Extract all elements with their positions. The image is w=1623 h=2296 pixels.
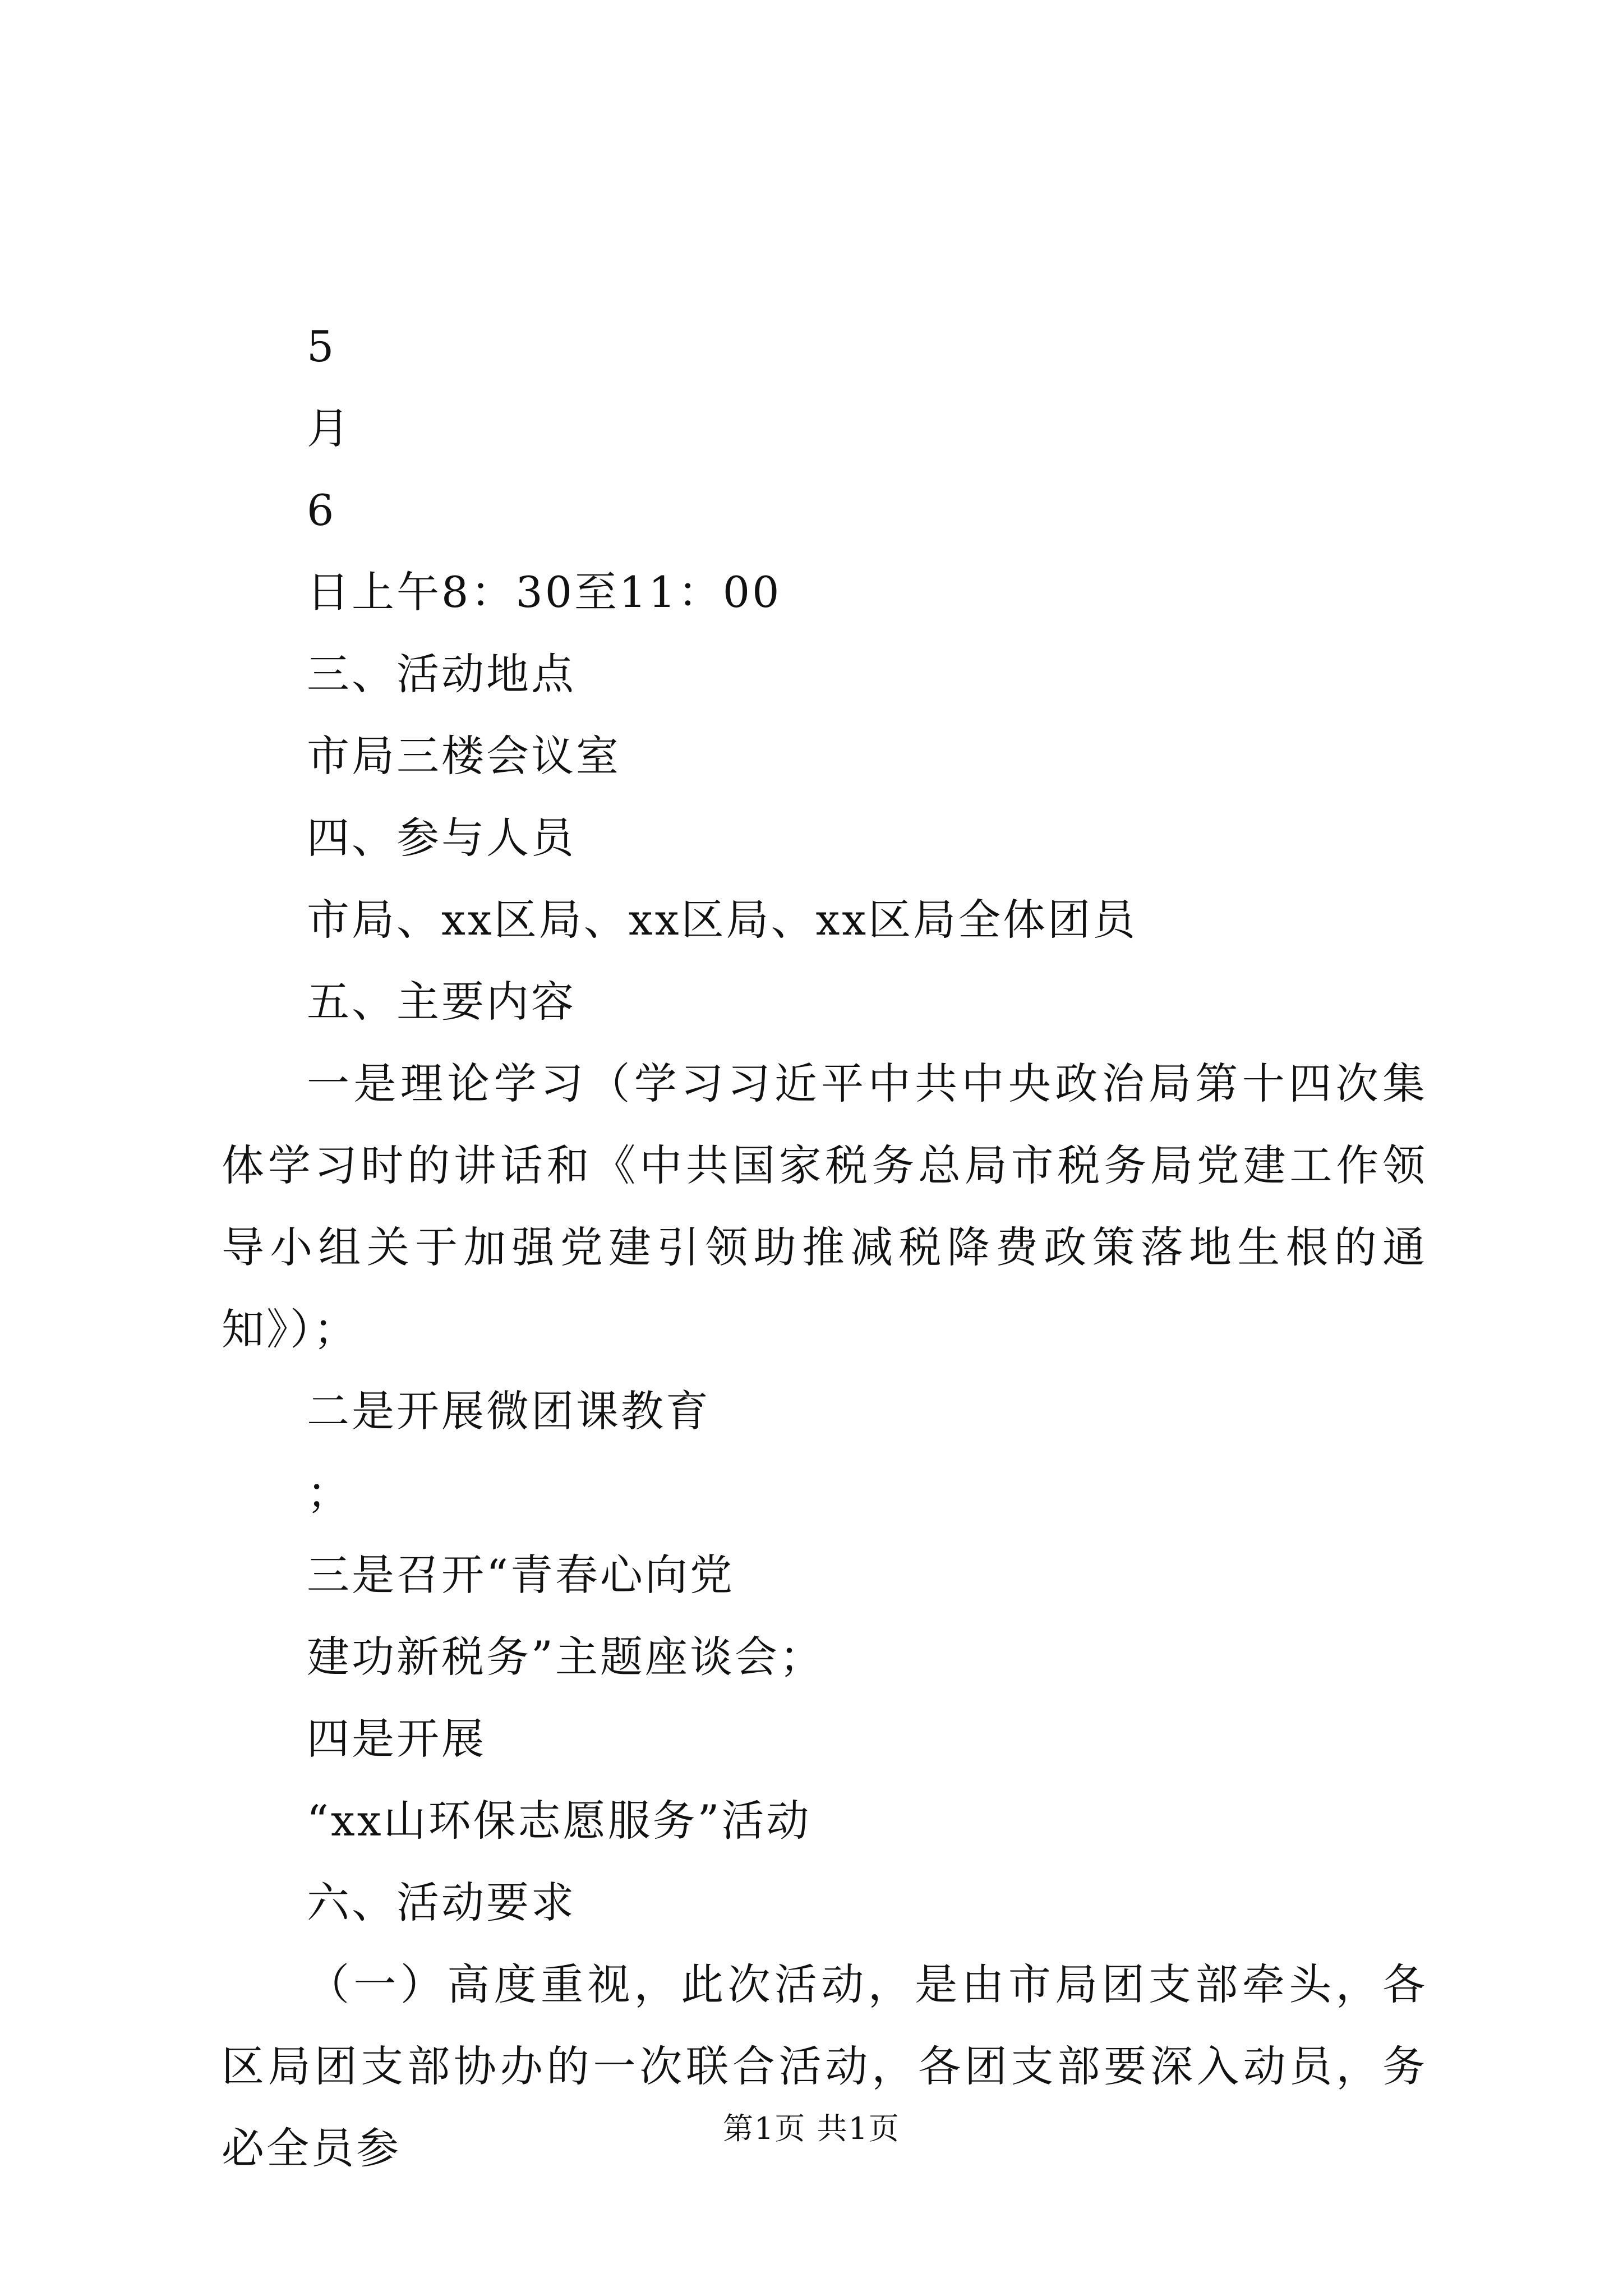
text-line-month: 月: [307, 403, 352, 453]
text-line-time: 日上午8：30至11：00: [307, 567, 782, 617]
section-heading-content: 五、主要内容: [307, 977, 576, 1027]
text-line-forum-part2: 建功新税务”主题座谈会；: [307, 1632, 824, 1682]
text-line-month-number: 5: [307, 321, 336, 371]
text-line-semicolon: ；: [307, 1468, 352, 1518]
document-body: [222, 306, 1427, 2189]
text-line-micro-class: 二是开展微团课教育: [307, 1386, 711, 1436]
section-heading-participants: 四、参与人员: [307, 813, 576, 863]
text-line-forum-part1: 三是召开“青春心向党: [307, 1550, 735, 1600]
section-heading-location: 三、活动地点: [307, 649, 576, 699]
text-line-volunteer-part2: “xx山环保志愿服务”活动: [307, 1796, 811, 1846]
page-number-footer: 第1页 共1页: [723, 2111, 900, 2146]
text-line-day-number: 6: [307, 485, 336, 535]
text-line-volunteer-part1: 四是开展: [307, 1714, 486, 1764]
text-line-location: 市局三楼会议室: [307, 731, 621, 781]
paragraph-requirement-1: （一）高度重视，此次活动，是由市局团支部牵头，各区局团支部协办的一次联合活动，各团支部要深入动员，务必全员参: [222, 1959, 1427, 2173]
section-heading-requirements: 六、活动要求: [307, 1878, 576, 1927]
paragraph-theory-study: 一是理论学习（学习习近平中共中央政治局第十四次集体学习时的讲话和《中共国家税务总局市税务局党建工作领导小组关于加强党建引领助推减税降费政策落地生根的通知》）；: [222, 1059, 1427, 1354]
text-line-participants: 市局、xx区局、xx区局、xx区局全体团员: [307, 895, 1138, 945]
